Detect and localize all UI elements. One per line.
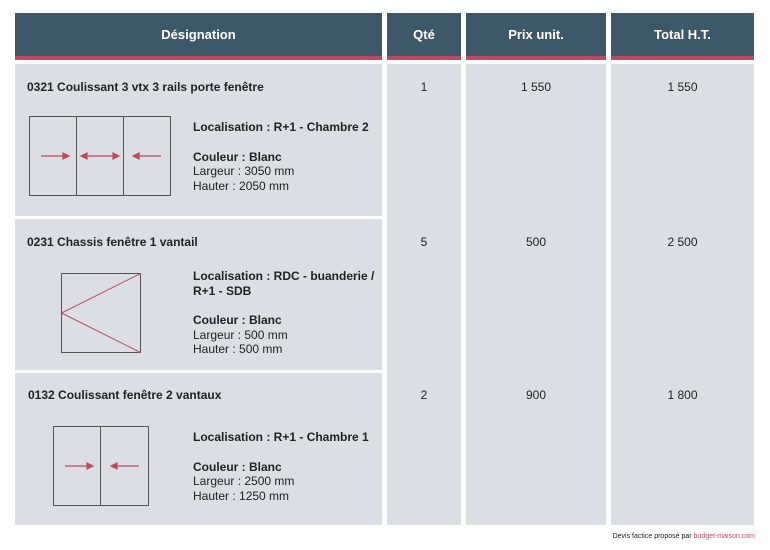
item-height: Hauter : 2050 mm	[193, 178, 290, 193]
item-color: Couleur : Blanc	[193, 313, 282, 327]
header-total	[611, 13, 754, 60]
sliding-2-panels-drawing	[53, 426, 151, 508]
item-width: Largeur : 500 mm	[193, 327, 288, 342]
item-2-qty: 5	[420, 235, 428, 249]
item-row-3	[15, 373, 382, 525]
item-height: Hauter : 1250 mm	[193, 488, 290, 503]
item-width: Largeur : 2500 mm	[193, 474, 295, 488]
item-row-2	[15, 219, 382, 370]
item-width: Largeur : 3050 mm	[193, 164, 295, 178]
item-info	[193, 430, 378, 503]
item-info	[193, 120, 378, 193]
header-qty	[387, 13, 461, 60]
item-row-1	[15, 64, 382, 216]
qty-column	[387, 64, 461, 525]
item-location: Localisation : R+1 - Chambre 1	[193, 430, 369, 444]
item-3-total: 1 800	[667, 388, 698, 402]
footer-text: Devis factice proposé par	[612, 533, 692, 540]
total-column	[611, 64, 754, 525]
item-info	[193, 269, 378, 357]
item-location: Localisation : R+1 - Chambre 2	[193, 120, 369, 134]
item-title: 0231 Chassis fenêtre 1 vantail	[27, 235, 198, 249]
item-title: 0321 Coulissant 3 vtx 3 rails porte fenêtre	[27, 80, 264, 94]
header-designation	[15, 13, 382, 60]
item-2-total: 2 500	[667, 235, 698, 249]
item-3-qty: 2	[420, 388, 428, 402]
header-designation-label: Désignation	[161, 27, 236, 42]
item-1-qty: 1	[420, 80, 428, 94]
item-3-unit-price: 900	[525, 388, 547, 402]
item-2-unit-price: 500	[525, 235, 547, 249]
header-qty-label: Qté	[413, 27, 435, 42]
casement-1-panel-drawing	[61, 273, 143, 355]
item-1-unit-price: 1 550	[520, 80, 552, 94]
header-total-label: Total H.T.	[654, 27, 711, 42]
sliding-3-panels-drawing	[29, 116, 173, 198]
item-height: Hauter : 500 mm	[193, 342, 283, 356]
footer-site-link[interactable]: budget-maison.com	[693, 533, 755, 540]
item-title: 0132 Coulissant fenêtre 2 vantaux	[28, 388, 222, 402]
header-unit-price-label: Prix unit.	[508, 27, 564, 42]
header-unit-price	[466, 13, 606, 60]
unit-price-column	[466, 64, 606, 525]
item-color: Couleur : Blanc	[193, 149, 282, 164]
item-color: Couleur : Blanc	[193, 459, 282, 474]
item-location: Localisation : RDC - buanderie / R+1 - SDB	[193, 269, 375, 298]
item-1-total: 1 550	[667, 80, 698, 94]
footer-credit	[613, 533, 755, 540]
